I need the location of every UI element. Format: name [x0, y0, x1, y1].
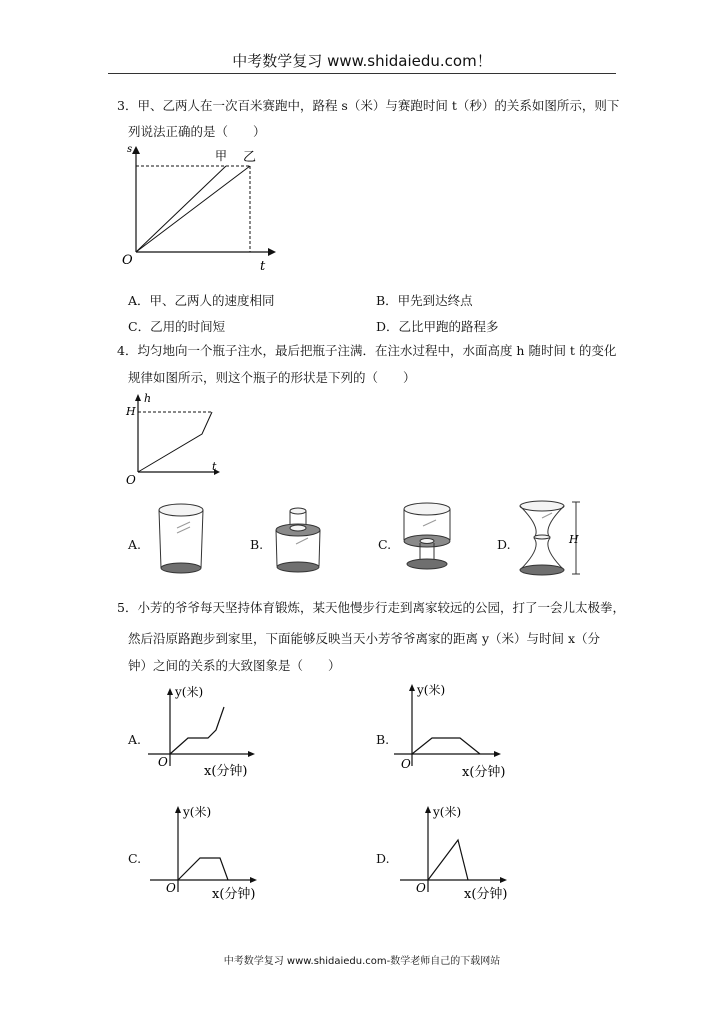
q5-d-y-label: y(米) [433, 805, 462, 819]
q5-stem-line3: 钟）之间的关系的大致图象是（ ） [128, 658, 341, 673]
q3-line-yi [136, 166, 250, 252]
q5-label-c[interactable]: C. [128, 851, 142, 866]
page-footer: 中考数学复习 www.shidaiedu.com-数学老师自己的下载网站 [223, 956, 501, 967]
q4-label-b[interactable]: B. [250, 537, 264, 552]
q4-bottle-b[interactable] [268, 504, 330, 580]
q3-option-b[interactable]: B．甲先到达终点 [376, 293, 473, 308]
q5-stem-line2: 然后沿原路跑步到家里，下面能够反映当天小芳爷爷离家的距离 y（米）与时间 x（分 [128, 631, 601, 646]
q5-d-origin: O [416, 881, 426, 895]
q3-x-arrow [268, 248, 276, 256]
q4-bottle-a[interactable] [150, 500, 212, 578]
q5-graph-c[interactable] [150, 800, 290, 904]
q4-origin: O [126, 473, 136, 487]
q4-bottle-c[interactable] [396, 500, 458, 580]
q3-option-d[interactable]: D．乙比甲跑的路程多 [376, 319, 499, 334]
q3-stem-line2: 列说法正确的是（ ） [128, 124, 266, 139]
q3-yi-label: 乙 [243, 150, 257, 165]
q5-d-x-label: x(分钟) [464, 887, 508, 902]
q5-a-y-label: y(米) [175, 685, 204, 699]
q5-c-x-label: x(分钟) [212, 887, 256, 902]
q5-a-x-label: x(分钟) [204, 764, 248, 779]
q4-h-label: h [144, 392, 152, 405]
page-header: 中考数学复习 www.shidaiedu.com！ [232, 52, 492, 70]
q4-graph [120, 390, 230, 490]
q3-origin: O [122, 253, 133, 268]
q5-graph-d[interactable] [400, 800, 540, 904]
q5-graph-a[interactable] [148, 680, 288, 780]
q5-b-x-label: x(分钟) [462, 765, 506, 780]
q3-s-label: s [127, 144, 133, 155]
q4-label-d[interactable]: D. [497, 537, 511, 552]
q3-t-label: t [260, 259, 266, 272]
q3-graph [118, 140, 278, 272]
q4-h-arrow [135, 394, 141, 401]
q5-graph-b[interactable] [394, 680, 534, 780]
q4-t-label: t [212, 460, 217, 473]
q5-c-origin: O [166, 881, 176, 895]
q5-label-b[interactable]: B. [376, 732, 390, 747]
q5-b-origin: O [401, 757, 411, 771]
q4-d-height-label: H [569, 533, 579, 546]
q5-label-d[interactable]: D. [376, 851, 390, 866]
q5-b-y-label: y(米) [417, 683, 446, 697]
q4-label-a[interactable]: A. [128, 537, 142, 552]
q3-option-c[interactable]: C．乙用的时间短 [128, 319, 226, 334]
q3-option-a[interactable]: A．甲、乙两人的速度相同 [128, 293, 275, 308]
q5-stem-line1: 5．小芳的爷爷每天坚持体育锻炼，某天他慢步行走到离家较远的公园，打了一会儿太极拳， [117, 600, 625, 615]
q4-stem-line1: 4．均匀地向一个瓶子注水，最后把瓶子注满．在注水过程中，水面高度 h 随时间 t 的变化 [117, 343, 617, 358]
q3-jia-label: 甲 [215, 149, 228, 163]
q3-line-jia [136, 166, 226, 252]
q3-stem-line1: 3．甲、乙两人在一次百米赛跑中，路程 s（米）与赛跑时间 t（秒）的关系如图所示，则下 [117, 98, 620, 113]
header-divider [108, 73, 616, 74]
q4-stem-line2: 规律如图所示，则这个瓶子的形状是下列的（ ） [128, 370, 416, 385]
q5-a-origin: O [158, 755, 168, 769]
q4-H-label: H [126, 405, 136, 418]
q5-label-a[interactable]: A. [128, 732, 142, 747]
q5-c-y-label: y(米) [183, 805, 212, 819]
q3-y-arrow [132, 146, 140, 154]
q4-label-c[interactable]: C. [378, 537, 392, 552]
q4-water-line [138, 412, 212, 472]
q4-bottle-d[interactable] [514, 496, 586, 580]
